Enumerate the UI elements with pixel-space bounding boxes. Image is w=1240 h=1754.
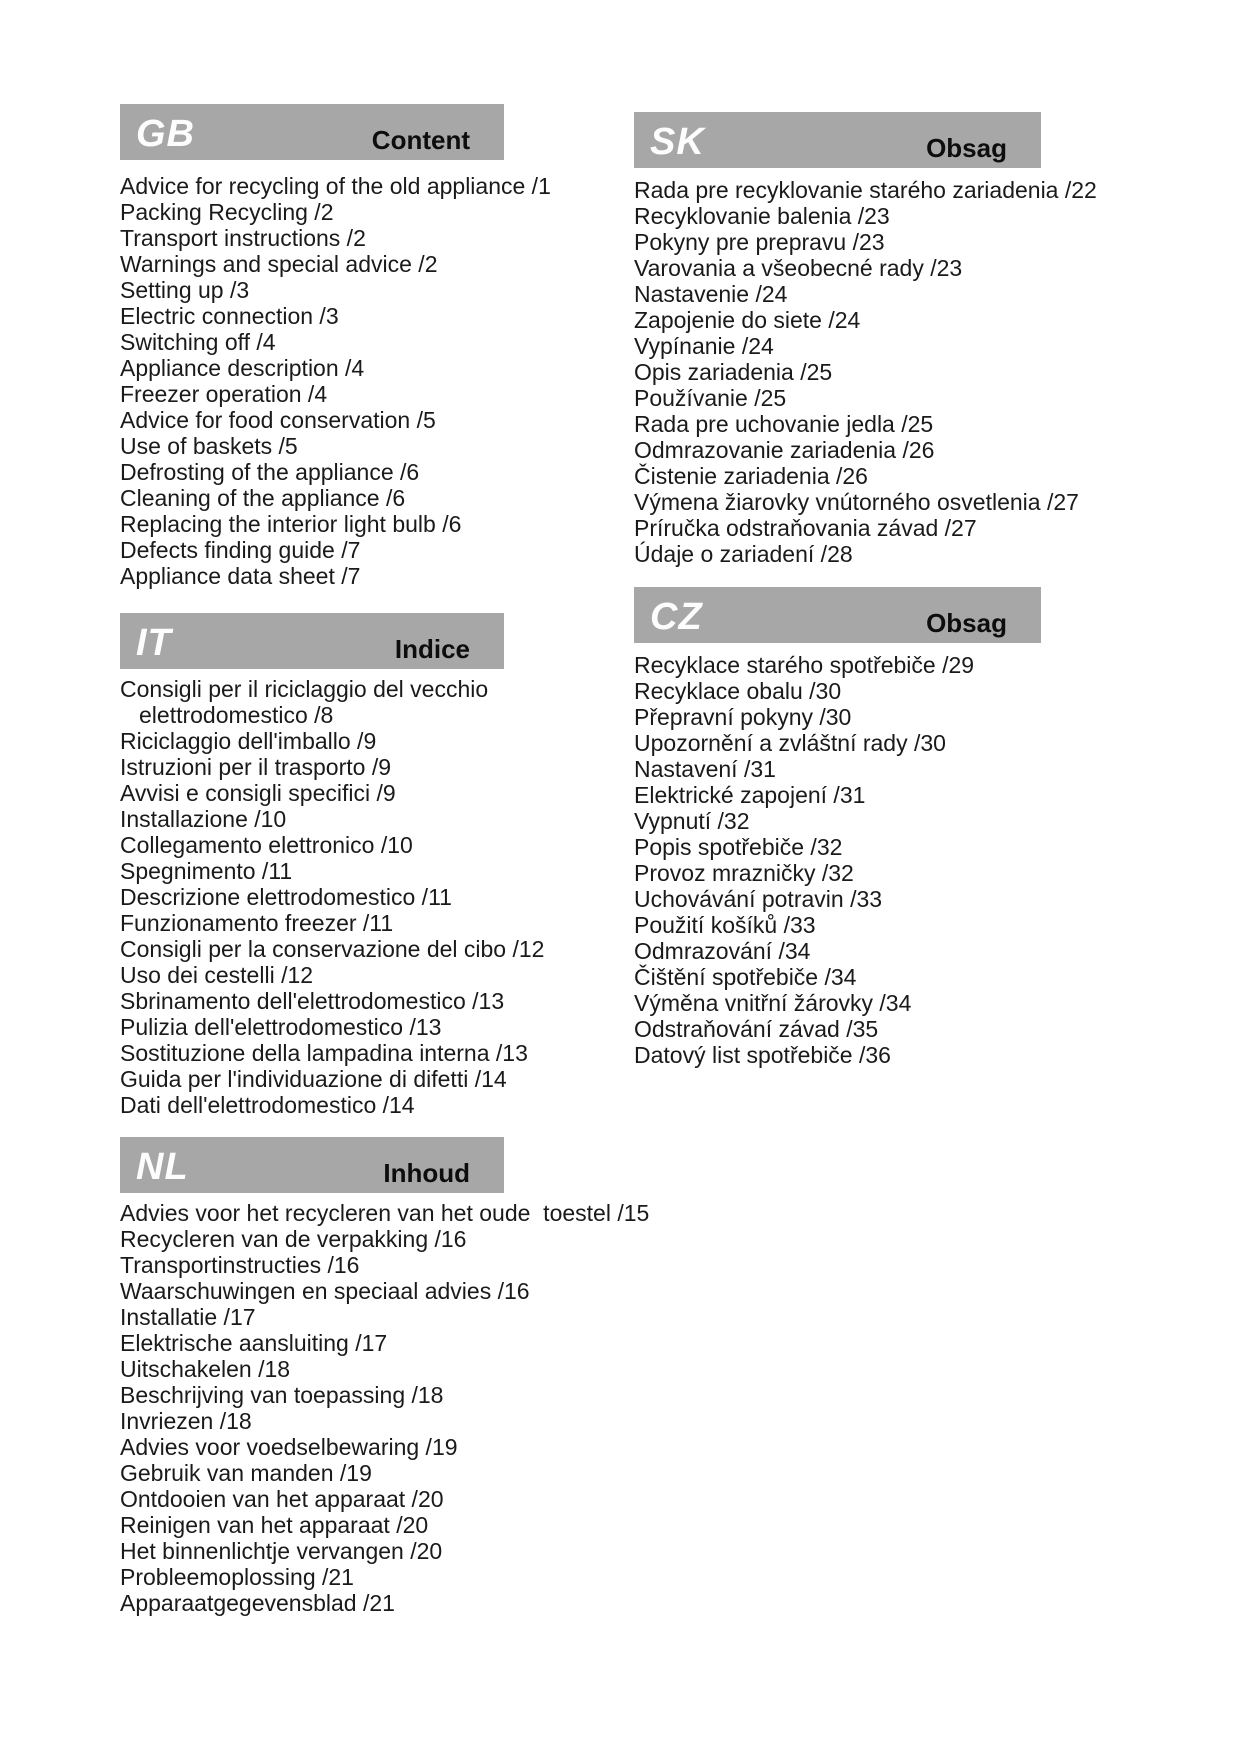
toc-item: Recyklace obalu /30 (634, 678, 842, 704)
toc-item: Consigli per la conservazione del cibo /12 (120, 936, 545, 962)
toc-item: Vypnutí /32 (634, 808, 750, 834)
it-section-title: Indice (394, 634, 470, 664)
toc-item: Cleaning of the appliance /6 (120, 485, 406, 511)
toc-item: Elektrické zapojení /31 (634, 782, 866, 808)
nl-section-header (120, 1137, 504, 1193)
toc-item: Sbrinamento dell'elettrodomestico /13 (120, 988, 505, 1014)
toc-item: Electric connection /3 (120, 303, 339, 329)
sk-toc-list (634, 177, 1097, 567)
toc-item: Popis spotřebiče /32 (634, 834, 843, 860)
toc-item: Spegnimento /11 (120, 858, 293, 884)
toc-item: Replacing the interior light bulb /6 (120, 511, 462, 537)
toc-item: Funzionamento freezer /11 (120, 910, 394, 936)
toc-item: Riciclaggio dell'imballo /9 (120, 728, 377, 754)
toc-item: Installazione /10 (120, 806, 287, 832)
toc-item: Warnings and special advice /2 (120, 251, 438, 277)
toc-item: Čistenie zariadenia /26 (634, 463, 868, 489)
nl-language-badge: NL (136, 1146, 189, 1188)
it-section-header (120, 613, 504, 669)
cz-language-badge: CZ (650, 596, 703, 638)
cz-section-header (634, 587, 1041, 643)
sk-section-title: Obsag (926, 133, 1007, 163)
toc-item: Sostituzione della lampadina interna /13 (120, 1040, 528, 1066)
toc-item: Advice for recycling of the old appliance /1 (120, 173, 551, 199)
toc-item: elettrodomestico /8 (139, 702, 334, 728)
toc-item: Pulizia dell'elettrodomestico /13 (120, 1014, 442, 1040)
toc-item: Avvisi e consigli specifici /9 (120, 780, 396, 806)
toc-item: Apparaatgegevensblad /21 (120, 1590, 395, 1616)
it-toc-list (120, 676, 545, 1118)
section-gb (120, 104, 551, 589)
toc-item: Guida per l'individuazione di difetti /14 (120, 1066, 507, 1092)
toc-item: Transport instructions /2 (120, 225, 366, 251)
toc-item: Reinigen van het apparaat /20 (120, 1512, 429, 1538)
toc-item: Odstraňování závad /35 (634, 1016, 879, 1042)
toc-item: Packing Recycling /2 (120, 199, 334, 225)
toc-item: Čištění spotřebiče /34 (634, 964, 857, 990)
toc-item: Uso dei cestelli /12 (120, 962, 314, 988)
toc-item: Odmrazování /34 (634, 938, 811, 964)
toc-item: Zapojenie do siete /24 (634, 307, 861, 333)
toc-item: Výmena žiarovky vnútorného osvetlenia /27 (634, 489, 1079, 515)
toc-item: Installatie /17 (120, 1304, 256, 1330)
gb-section-header (120, 104, 504, 160)
gb-section-title: Content (371, 125, 470, 155)
toc-item: Výměna vnitřní žárovky /34 (634, 990, 912, 1016)
toc-item: Recycleren van de verpakking /16 (120, 1226, 467, 1252)
toc-item: Switching off /4 (120, 329, 276, 355)
toc-item: Defrosting of the appliance /6 (120, 459, 420, 485)
it-language-badge: IT (136, 622, 172, 664)
toc-item: Freezer operation /4 (120, 381, 328, 407)
toc-item: Recyklovanie balenia /23 (634, 203, 890, 229)
toc-item: Appliance description /4 (120, 355, 365, 381)
toc-item: Údaje o zariadení /28 (634, 541, 853, 567)
toc-item: Waarschuwingen en speciaal advies /16 (120, 1278, 530, 1304)
toc-item: Consigli per il riciclaggio del vecchio (120, 676, 489, 702)
toc-item: Use of baskets /5 (120, 433, 298, 459)
toc-item: Nastavení /31 (634, 756, 776, 782)
section-nl (120, 1137, 650, 1616)
toc-item: Dati dell'elettrodomestico /14 (120, 1092, 415, 1118)
nl-toc-list (120, 1200, 650, 1616)
toc-item: Upozornění a zvláštní rady /30 (634, 730, 946, 756)
toc-item: Použití košíků /33 (634, 912, 816, 938)
toc-item: Odmrazovanie zariadenia /26 (634, 437, 935, 463)
toc-item: Rada pre recyklovanie starého zariadenia /22 (634, 177, 1097, 203)
toc-item: Přepravní pokyny /30 (634, 704, 852, 730)
toc-item: Appliance data sheet /7 (120, 563, 361, 589)
toc-item: Het binnenlichtje vervangen /20 (120, 1538, 443, 1564)
toc-item: Advies voor voedselbewaring /19 (120, 1434, 458, 1460)
toc-item: Opis zariadenia /25 (634, 359, 833, 385)
toc-item: Ontdooien van het apparaat /20 (120, 1486, 444, 1512)
toc-item: Datový list spotřebiče /36 (634, 1042, 891, 1068)
toc-item: Transportinstructies /16 (120, 1252, 360, 1278)
toc-item: Beschrijving van toepassing /18 (120, 1382, 444, 1408)
toc-item: Uchovávání potravin /33 (634, 886, 883, 912)
toc-item: Invriezen /18 (120, 1408, 252, 1434)
toc-item: Uitschakelen /18 (120, 1356, 291, 1382)
toc-item: Rada pre uchovanie jedla /25 (634, 411, 934, 437)
toc-item: Varovania a všeobecné rady /23 (634, 255, 963, 281)
toc-item: Vypínanie /24 (634, 333, 774, 359)
nl-section-title: Inhoud (383, 1158, 470, 1188)
gb-toc-list (120, 173, 551, 589)
sk-language-badge: SK (650, 121, 705, 163)
toc-item: Advies voor het recycleren van het oude toestel /15 (120, 1200, 650, 1226)
toc-item: Recyklace starého spotřebiče /29 (634, 652, 975, 678)
toc-item: Nastavenie /24 (634, 281, 788, 307)
section-cz (634, 587, 1041, 1068)
toc-item: Descrizione elettrodomestico /11 (120, 884, 452, 910)
toc-item: Elektrische aansluiting /17 (120, 1330, 388, 1356)
toc-item: Gebruik van manden /19 (120, 1460, 372, 1486)
section-it (120, 613, 545, 1118)
toc-item: Provoz mrazničky /32 (634, 860, 854, 886)
toc-item: Príručka odstraňovania závad /27 (634, 515, 977, 541)
section-sk (634, 112, 1097, 567)
toc-item: Defects finding guide /7 (120, 537, 361, 563)
cz-toc-list (634, 652, 1041, 1068)
toc-item: Collegamento elettronico /10 (120, 832, 413, 858)
toc-item: Používanie /25 (634, 385, 787, 411)
sk-section-header (634, 112, 1041, 168)
toc-item: Setting up /3 (120, 277, 250, 303)
gb-language-badge: GB (136, 113, 195, 155)
toc-item: Istruzioni per il trasporto /9 (120, 754, 392, 780)
toc-item: Probleemoplossing /21 (120, 1564, 354, 1590)
toc-item: Advice for food conservation /5 (120, 407, 436, 433)
cz-section-title: Obsag (926, 608, 1007, 638)
toc-item: Pokyny pre prepravu /23 (634, 229, 885, 255)
